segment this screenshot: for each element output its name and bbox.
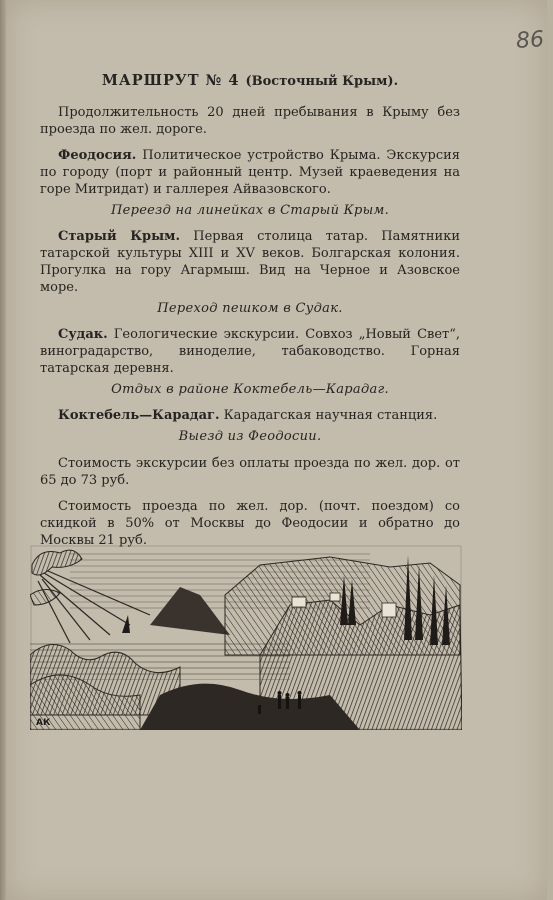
title-sub: (Восточный Крым). [245,74,399,89]
page-number: 86 [515,27,545,54]
stop-description: Карадагская научная станция. [223,408,438,423]
cost-travel: Стоимость проезда по жел. дор. (почт. поездом) со скидкой в 50% от Москвы до Феодосии и обратно до Москвы 21 руб. [40,499,460,548]
stop-name: Феодосия. [58,148,137,163]
stop-transfer: Переезд на линейках в Старый Крым. [110,203,390,218]
cost-excursion: Стоимость экскурсии без оплаты проезда по жел. дор. от 65 до 73 руб. [40,456,460,488]
stop-transfer: Переход пешком в Судак. [157,301,343,316]
stop-transfer: Отдых в районе Коктебель—Карадаг. [111,382,389,397]
engraver-signature: АК [36,718,51,728]
page-title [40,72,460,90]
intro-paragraph: Продолжительность 20 дней пребывания в Крыму без проезда по жел. дороге. [40,105,460,137]
stop-transfer: Выезд из Феодосии. [178,429,322,444]
title-main: МАРШРУТ № 4 [101,72,240,89]
stop-name: Судак. [58,327,108,342]
stop-koktebel [40,407,460,445]
stop-stary-krym [40,228,460,317]
stop-sudak [40,326,460,398]
route-text [40,72,460,558]
stop-name: Старый Крым. [58,229,180,244]
stop-description: Политическое устройство Крыма. Экскурсия по городу (порт и районный центр. Музей краеведения на горе Митридат) и галлерея Айвазовского. [40,148,460,197]
stop-name: Коктебель—Карадаг. [58,408,220,423]
stop-feodosia [40,147,460,219]
crimea-coast-engraving [30,545,462,730]
stop-description: Первая столица татар. Памятники татарской культуры XIII и XV веков. Болгарская колония. Прогулка на гору Агармыш. Вид на Черное и Азовское море. [40,229,460,295]
stop-description: Геологические экскурсии. Совхоз „Новый Свет“, виноградарство, виноделие, табаководство. Горная татарская деревня. [40,327,461,376]
